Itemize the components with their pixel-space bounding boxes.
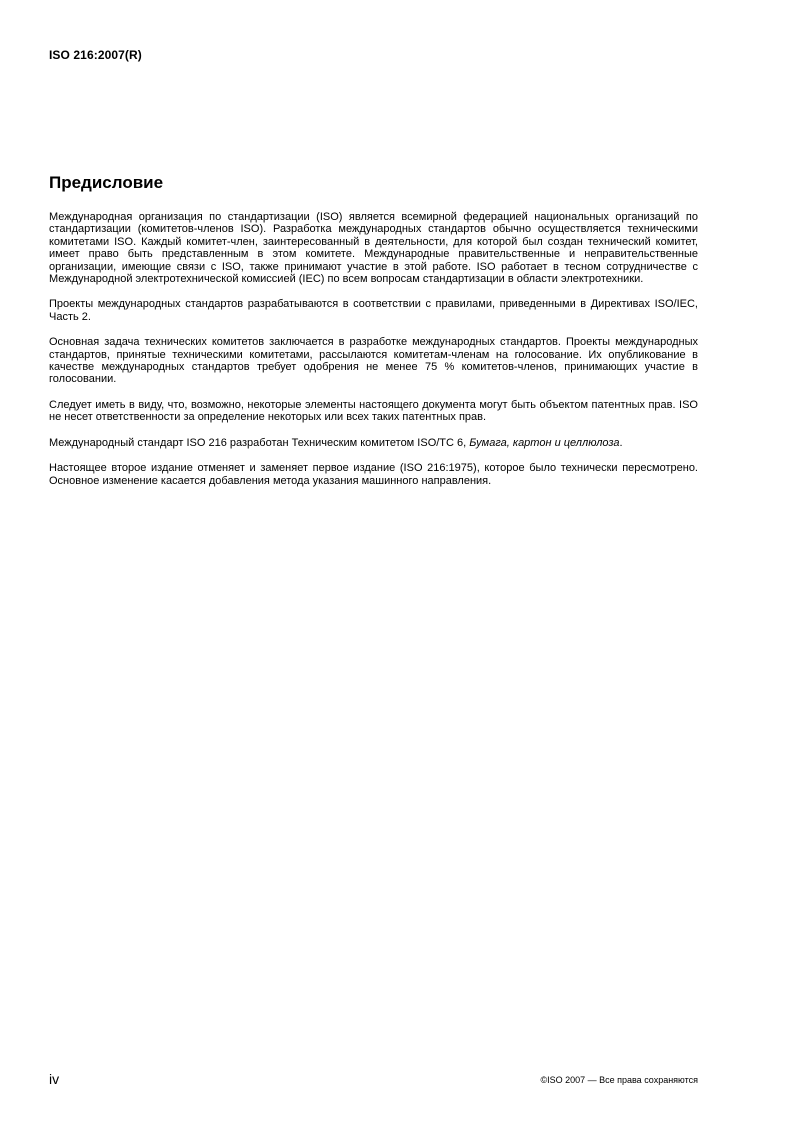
page-number: iv bbox=[49, 1071, 60, 1087]
paragraph-committees-task: Основная задача технических комитетов заключается в разработке международных стандартов. Проекты международных стандартов, принятые техническими комитетами, рассылаются комитетам-членам на голосование. Их опубликование в качестве международных стандартов требует одобрения не менее 75 % комитетов-членов, принимающих участие в голосовании. bbox=[49, 336, 698, 386]
paragraph-prepared-by bbox=[49, 437, 698, 449]
paragraph-directives: Проекты международных стандартов разрабатываются в соответствии с правилами, приведенными в Директивах ISO/IEC, Часть 2. bbox=[49, 298, 698, 323]
section-heading: Предисловие bbox=[49, 173, 164, 192]
foreword-body bbox=[49, 211, 698, 500]
document-id: ISO 216:2007(R) bbox=[49, 48, 142, 62]
committee-title: Бумага, картон и целлюлоза bbox=[469, 436, 620, 449]
paragraph-edition: Настоящее второе издание отменяет и заменяет первое издание (ISO 216:1975), которое было технически пересмотрено. Основное изменение касается добавления метода указания машинного направления. bbox=[49, 462, 698, 487]
paragraph-iso-description: Международная организация по стандартизации (ISO) является всемирной федерацией национальных организаций по стандартизации (комитетов-членов ISO). Разработка международных стандартов обычно осуществляется техническими комитетами ISO. Каждый комитет-член, заинтересованный в деятельности, для которой был создан технический комитет, имеет право быть представленным в этом комитете. Международные правительственные и неправительственные организации, имеющие связи с ISO, также принимают участие в этой работе. ISO работает в тесном сотрудничестве с Международной электротехнической комиссией (IEC) по всем вопросам стандартизации в области электротехники. bbox=[49, 211, 698, 286]
paragraph-patent-rights: Следует иметь в виду, что, возможно, некоторые элементы настоящего документа могут быть объектом патентных прав. ISO не несет ответственности за определение некоторых или всех таких патентных прав. bbox=[49, 398, 698, 424]
copyright-notice: ©ISO 2007 — Все права сохраняются bbox=[540, 1075, 698, 1085]
prepared-by-end: . bbox=[619, 436, 623, 449]
prepared-by-text: Международный стандарт ISO 216 разработан Техническим комитетом ISO/TC 6, bbox=[49, 436, 470, 449]
